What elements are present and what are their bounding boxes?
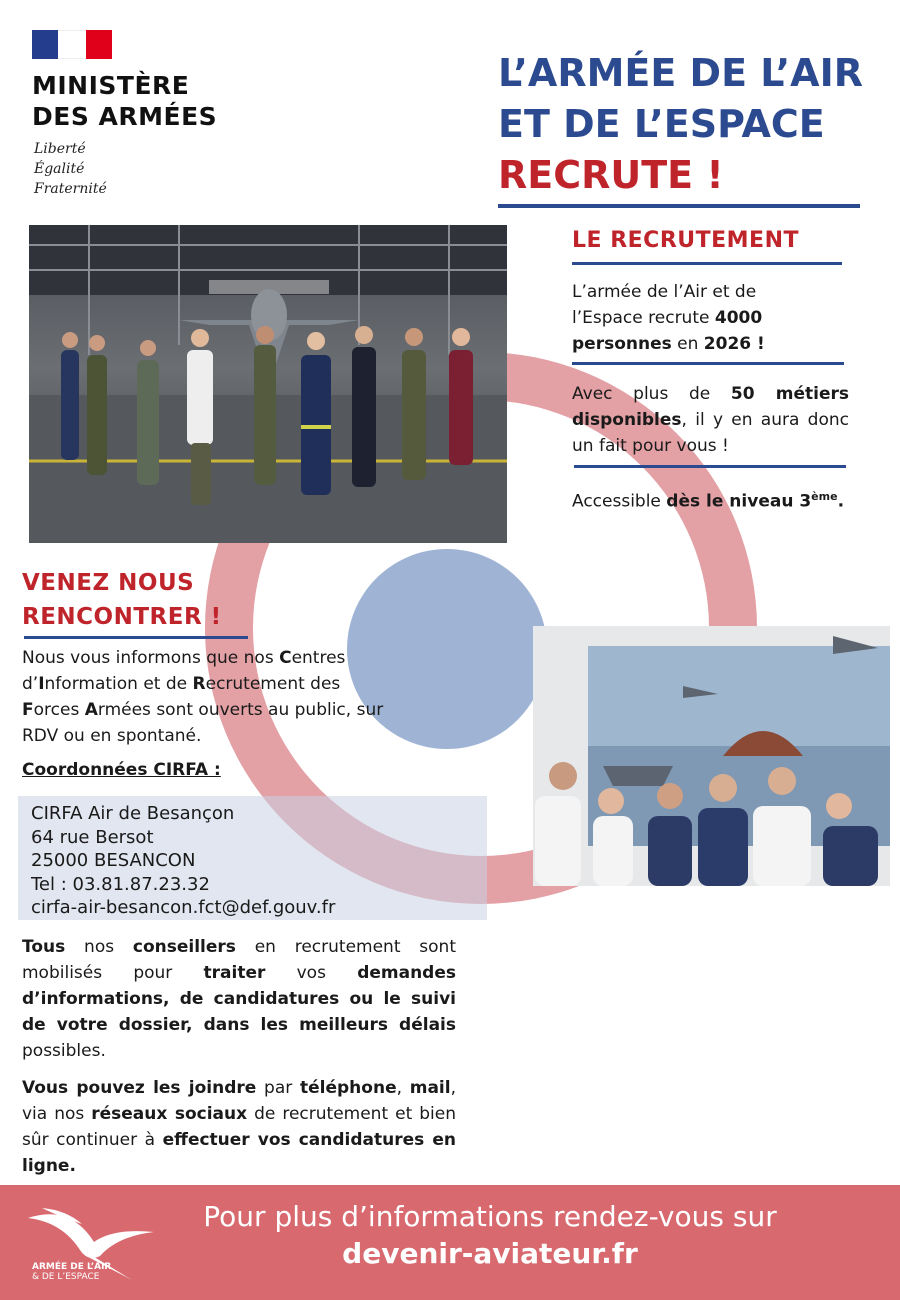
conseillers-run: possibles. <box>22 1041 106 1061</box>
conseillers-run: nos <box>65 937 133 957</box>
joindre-run: réseaux sociaux <box>91 1104 248 1124</box>
armee-air-espace-wordmark: ARMÉE DE L’AIR & DE L’ESPACE <box>32 1262 112 1282</box>
rencontre.intro-run: ecrutement des <box>205 674 341 694</box>
recrutement-heading: LE RECRUTEMENT <box>572 228 799 253</box>
coordonnees-details <box>31 802 335 920</box>
cirfa-city: 25000 BESANCON <box>31 850 196 871</box>
joindre-run: effectuer vos candidatures en ligne. <box>22 1130 456 1176</box>
section-divider <box>574 465 846 468</box>
rencontre-heading: VENEZ NOUS RENCONTRER ! <box>22 570 222 630</box>
republic-motto: Liberté Égalité Fraternité <box>34 141 107 197</box>
cirfa-email[interactable]: cirfa-air-besancon.fct@def.gouv.fr <box>31 897 336 918</box>
cirfa-street: 64 rue Bersot <box>31 826 154 848</box>
section-divider <box>572 362 844 365</box>
section-divider <box>24 636 248 639</box>
footer-info-text: Pour plus d’informations rendez-vous sur <box>203 1200 777 1233</box>
rencontre.intro-run: R <box>192 674 206 694</box>
recruiters-team-photo <box>533 626 890 886</box>
conseillers-run: traiter <box>203 963 266 983</box>
joindre-run: , <box>396 1078 410 1098</box>
footer-website-link[interactable]: devenir-aviateur.fr <box>342 1237 638 1270</box>
joindre-paragraph <box>22 1075 456 1179</box>
conseillers-run: en recrutement sont mobilisés pour <box>22 937 456 983</box>
section-divider <box>572 262 842 265</box>
conseillers-run: conseillers <box>132 937 236 957</box>
joindre-run: téléphone <box>300 1078 397 1098</box>
ministry-name: MINISTÈRE DES ARMÉES <box>32 71 218 131</box>
cirfa-name: CIRFA Air de Besançon <box>31 803 235 824</box>
rencontre.intro-run: C <box>279 648 292 668</box>
rencontre.intro-run: I <box>38 674 45 694</box>
rencontre.intro-run: F <box>22 700 34 720</box>
cirfa-phone[interactable]: Tel : 03.81.87.23.32 <box>31 873 210 895</box>
recrutement-paragraph-1: L’armée de l’Air et de l’Espace recrute 4000 personnes en 2026 ! <box>572 282 765 354</box>
title-underline <box>498 204 860 208</box>
joindre-run: Vous pouvez les joindre <box>22 1078 257 1098</box>
rencontre.intro-run: A <box>84 700 98 720</box>
joindre-run: par <box>256 1078 300 1098</box>
rencontre.intro-run: orces <box>33 700 85 720</box>
rencontre.intro-run: rmées sont ouverts au public, sur RDV ou en spontané. <box>22 700 384 746</box>
joindre-run: mail <box>409 1078 451 1098</box>
conseillers-run: Tous <box>22 937 66 957</box>
french-flag-icon <box>32 30 112 59</box>
joindre-run: de recrutement et bien sûr continuer à <box>22 1104 456 1150</box>
page-title: L’ARMÉE DE L’AIR ET DE L’ESPACE RECRUTE ! <box>498 51 863 197</box>
conseillers-run: vos <box>265 963 358 983</box>
rencontre.intro-run: entres d’ <box>22 648 346 694</box>
recrutement-paragraph-3: Accessible dès le niveau 3ème. <box>572 490 845 512</box>
rencontre.intro-run: nformation et de <box>44 674 193 694</box>
joindre-run: , via nos <box>22 1078 456 1124</box>
conseillers-run: demandes d’informations, de candidatures ou le suivi de votre dossier, dans les meilleurs délais <box>22 963 456 1035</box>
recrutement-paragraph-2: Avec plus de 50 métiers disponibles, il y en aura donc un fait pour vous ! <box>572 384 849 456</box>
rencontre-intro <box>22 645 402 749</box>
conseillers-paragraph <box>22 934 456 1064</box>
coordonnees-title: Coordonnées CIRFA : <box>22 760 221 780</box>
rencontre.intro-run: Nous vous informons que nos <box>22 648 280 668</box>
hangar-group-photo <box>29 225 507 543</box>
